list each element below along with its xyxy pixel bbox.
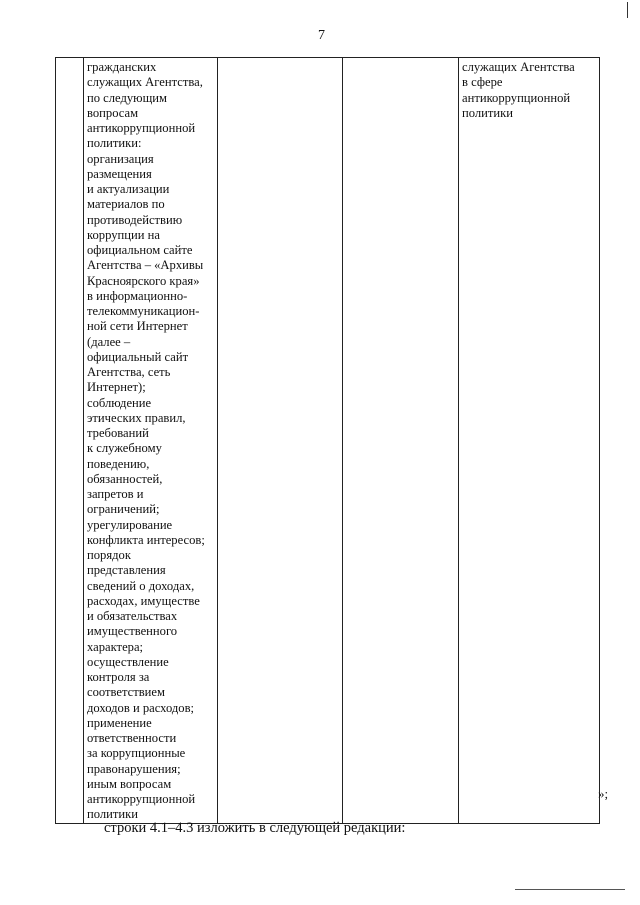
cell-text-line: ответственности bbox=[87, 731, 177, 745]
cell-text-line: политики bbox=[462, 105, 513, 120]
cell-text-line: противодействию bbox=[87, 212, 183, 227]
document-table bbox=[55, 57, 600, 824]
cell-text-line: конфликта интересов; bbox=[87, 532, 205, 547]
cell-text-line: официальном сайте bbox=[87, 243, 193, 257]
cell-text-line: запретов и bbox=[87, 487, 144, 501]
cell-text-line: за коррупционные bbox=[87, 746, 186, 761]
cell-text-line: Агентства, сеть bbox=[87, 365, 171, 379]
cell-text-line: в сфере bbox=[462, 75, 503, 90]
cell-text-line: представления bbox=[87, 563, 166, 578]
cell-text-line: служащих Агентства bbox=[462, 60, 575, 74]
cell-text-line: сведений о доходах, bbox=[87, 578, 195, 593]
cell-text-line: контроля за bbox=[87, 670, 150, 684]
table-cell-result bbox=[459, 58, 600, 824]
cell-text-line: урегулирование bbox=[87, 517, 173, 532]
cell-text-line: материалов по bbox=[87, 197, 165, 212]
cell-text-line: порядок bbox=[87, 548, 131, 562]
cell-text-line: соответствием bbox=[87, 685, 165, 700]
cell-text-line: официальный сайт bbox=[87, 349, 189, 364]
page-number: 7 bbox=[318, 28, 325, 43]
cell-text-line: телекоммуникацион- bbox=[87, 304, 200, 318]
cell-text-line: ограничений; bbox=[87, 502, 160, 517]
cell-text-line: (далее – bbox=[87, 334, 131, 349]
cell-text-line: служащих Агентства, bbox=[87, 75, 203, 90]
cell-text-line: и обязательствах bbox=[87, 609, 178, 623]
footer-rule bbox=[515, 889, 625, 890]
cell-text-line: организация bbox=[87, 151, 154, 166]
next-paragraph: строки 4.1–4.3 изложить в следующей редакции: bbox=[104, 820, 406, 836]
cell-text-line: вопросам bbox=[87, 105, 139, 120]
cell-text-line: антикоррупционной bbox=[462, 90, 571, 105]
cell-text-line: политики: bbox=[87, 136, 142, 151]
closing-quote: »; bbox=[598, 786, 609, 801]
cell-text-line: в информационно- bbox=[87, 288, 188, 303]
cell-text-line: применение bbox=[87, 715, 152, 730]
cell-text-line: Агентства – «Архивы bbox=[87, 258, 204, 273]
cell-text-line: политики bbox=[87, 807, 138, 822]
cell-text-line: этических правил, bbox=[87, 410, 186, 425]
cell-text-line: соблюдение bbox=[87, 395, 152, 410]
cell-text-line: коррупции на bbox=[87, 227, 160, 242]
cell-text-line: поведению, bbox=[87, 456, 150, 471]
cell-text-line: гражданских bbox=[87, 60, 157, 74]
cell-text-line: правонарушения; bbox=[87, 761, 181, 776]
cell-text-line: Красноярского края» bbox=[87, 273, 200, 288]
scan-margin-mark bbox=[627, 2, 628, 18]
table-cell-number bbox=[56, 58, 84, 824]
cell-text-line: по следующим bbox=[87, 90, 168, 105]
table-cell-activity bbox=[84, 58, 218, 824]
table-cell-responsible bbox=[343, 58, 459, 824]
cell-text-line: иным вопросам bbox=[87, 776, 172, 791]
cell-text-line: характера; bbox=[87, 639, 144, 654]
cell-text-line: к служебному bbox=[87, 441, 162, 456]
cell-text-line: требований bbox=[87, 426, 149, 440]
cell-text-line: антикоррупционной bbox=[87, 121, 196, 135]
cell-text-line: Интернет); bbox=[87, 380, 146, 395]
cell-text-line: антикоррупционной bbox=[87, 792, 196, 806]
cell-text-line: размещения bbox=[87, 166, 152, 181]
cell-text-line: и актуализации bbox=[87, 182, 170, 196]
cell-text-line: расходах, имуществе bbox=[87, 593, 200, 608]
cell-text-line: ной сети Интернет bbox=[87, 319, 188, 334]
cell-text-line: имущественного bbox=[87, 624, 178, 639]
table-row bbox=[56, 58, 600, 824]
cell-text-line: обязанностей, bbox=[87, 471, 163, 486]
cell-text-line: осуществление bbox=[87, 654, 169, 669]
table-cell-deadline bbox=[218, 58, 343, 824]
cell-text-line: доходов и расходов; bbox=[87, 700, 195, 715]
